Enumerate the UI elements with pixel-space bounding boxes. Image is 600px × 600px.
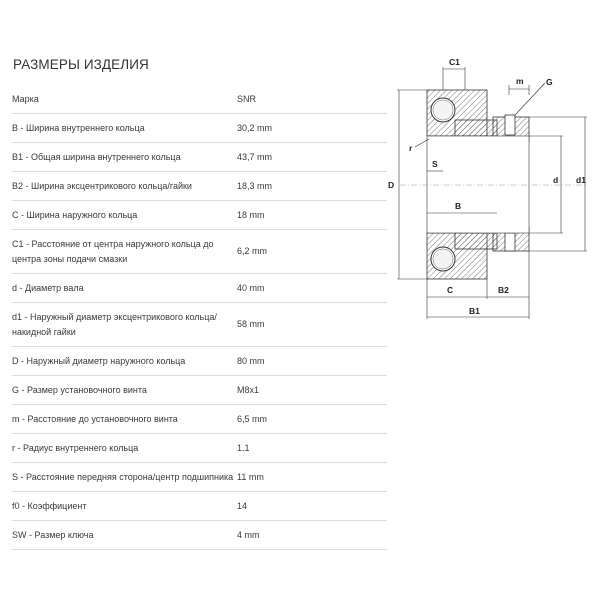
dim-label-m: m: [516, 76, 524, 86]
spec-row-d-outer: [12, 347, 387, 376]
spec-label: Марка: [12, 93, 39, 104]
dim-label-D: D: [388, 180, 395, 190]
spec-row-d1: [12, 303, 387, 347]
spec-label: B - Ширина внутреннего кольца: [12, 122, 145, 133]
dim-label-b1: B1: [469, 306, 480, 316]
spec-label: SW - Размер ключа: [12, 529, 94, 540]
spec-value: 80 mm: [237, 355, 265, 366]
spec-value: 11 mm: [237, 471, 264, 482]
spec-row-m: [12, 405, 387, 434]
spec-label: B2 - Ширина эксцентрикового кольца/гайки: [12, 180, 192, 191]
dim-label-d1: d1: [576, 175, 586, 185]
spec-value: 43,7 mm: [237, 151, 273, 162]
spec-value: 14: [237, 500, 248, 511]
spec-row-sw: [12, 521, 387, 550]
page-title: РАЗМЕРЫ ИЗДЕЛИЯ: [13, 57, 149, 72]
spec-label: C1 - Расстояние от центра наружного кольца до центра зоны подачи смазки: [12, 238, 214, 264]
spec-row-b2: [12, 172, 387, 201]
spec-label: r - Радиус внутреннего кольца: [12, 442, 139, 453]
spec-label: d1 - Наружный диаметр эксцентрикового кольца/накидной гайки: [12, 311, 217, 337]
spec-label: S - Расстояние передняя сторона/центр подшипника: [12, 471, 234, 482]
spec-row-g: [12, 376, 387, 405]
spec-value: SNR: [237, 93, 257, 104]
spec-value: M8x1: [237, 384, 260, 395]
spec-label: f0 - Коэффициент: [12, 500, 87, 511]
spec-value: 4 mm: [237, 529, 260, 540]
spec-label: D - Наружный диаметр наружного кольца: [12, 355, 186, 366]
spec-value: 30,2 mm: [237, 122, 273, 133]
dim-label-c1: C1: [449, 57, 460, 67]
spec-label: C - Ширина наружного кольца: [12, 209, 138, 220]
spec-value: 58 mm: [237, 319, 265, 329]
dim-label-s: S: [432, 159, 438, 169]
spec-value: 6,2 mm: [237, 246, 268, 256]
spec-row-b1: [12, 143, 387, 172]
spec-label: G - Размер установочного винта: [12, 384, 147, 395]
dim-label-r: r: [409, 143, 413, 153]
dim-label-d: d: [553, 175, 559, 185]
spec-value: 18 mm: [237, 209, 265, 220]
spec-value: 1.1: [237, 442, 250, 453]
spec-value: 18,3 mm: [237, 180, 273, 191]
bearing-diagram: [385, 55, 600, 325]
dim-label-g: G: [546, 77, 553, 87]
shaft-bore: [427, 136, 529, 233]
spec-row-c: [12, 201, 387, 230]
dim-label-b: B: [455, 201, 462, 211]
spec-row-r: [12, 434, 387, 463]
spec-row-c1: [12, 230, 387, 274]
spec-value: 40 mm: [237, 282, 265, 293]
dim-label-c: C: [447, 285, 454, 295]
spec-label: m - Расстояние до установочного винта: [12, 413, 178, 424]
spec-row-s: [12, 463, 387, 492]
spec-row-brand: [12, 85, 387, 114]
spec-value: 6,5 mm: [237, 413, 268, 424]
spec-label: B1 - Общая ширина внутреннего кольца: [12, 151, 181, 162]
spec-label: d - Диаметр вала: [12, 282, 84, 293]
specs-table: [12, 85, 387, 550]
spec-row-b: [12, 114, 387, 143]
spec-row-f0: [12, 492, 387, 521]
dim-label-b2: B2: [498, 285, 509, 295]
spec-row-d-shaft: [12, 274, 387, 303]
